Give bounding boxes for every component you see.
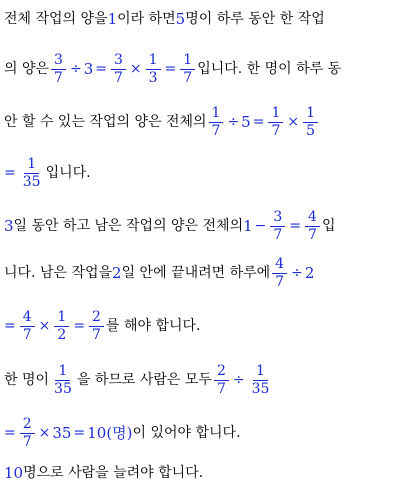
fraction bbox=[305, 210, 320, 242]
denominator: 7 bbox=[308, 226, 317, 243]
fraction bbox=[249, 364, 273, 396]
numerator: 4 bbox=[272, 257, 287, 274]
text: 명이 하루 동안 한 작업 bbox=[185, 11, 325, 27]
text: 입니다. bbox=[45, 165, 91, 181]
math-number: 1 bbox=[243, 216, 253, 235]
solution-line-2 bbox=[4, 50, 341, 88]
numerator: 2 bbox=[214, 364, 229, 381]
text: 이 있어야 합니다. bbox=[132, 425, 241, 441]
fraction bbox=[20, 417, 35, 449]
equals-operator: = bbox=[73, 318, 86, 334]
minus-operator: − bbox=[254, 218, 267, 234]
math-number: 5 bbox=[241, 112, 251, 131]
solution-line-5 bbox=[4, 207, 336, 245]
denominator: 5 bbox=[306, 122, 316, 139]
denominator: 7 bbox=[113, 69, 123, 86]
denominator: 2 bbox=[57, 326, 67, 343]
fraction bbox=[89, 310, 104, 342]
fraction bbox=[268, 106, 283, 138]
denominator: 3 bbox=[148, 69, 158, 86]
solution-line-8 bbox=[4, 361, 274, 399]
math-number: 1 bbox=[107, 9, 118, 28]
fraction bbox=[214, 364, 229, 396]
equals-operator: = bbox=[95, 61, 107, 77]
numerator: 1 bbox=[209, 106, 224, 123]
equals-operator: = bbox=[73, 425, 86, 441]
denominator: 7 bbox=[216, 380, 226, 397]
equals-operator: = bbox=[4, 318, 16, 334]
denominator: 7 bbox=[183, 69, 193, 86]
math-number: 35 bbox=[52, 423, 72, 442]
text: 안 할 수 있는 작업의 양은 전체의 bbox=[4, 114, 207, 130]
fraction bbox=[20, 310, 35, 342]
denominator: 35 bbox=[22, 173, 41, 190]
equals-operator: = bbox=[289, 218, 302, 234]
text: 입 bbox=[321, 218, 336, 234]
math-number: 10 bbox=[4, 463, 24, 482]
divide-operator: ÷ bbox=[69, 61, 82, 77]
numerator: 3 bbox=[270, 210, 285, 227]
solution-line-10 bbox=[4, 454, 203, 492]
fraction bbox=[111, 53, 126, 85]
solution-line-3 bbox=[4, 103, 320, 141]
numerator: 1 bbox=[180, 53, 195, 70]
multiply-operator: × bbox=[38, 425, 51, 441]
text: 를 해야 합니다. bbox=[105, 318, 201, 334]
numerator: 1 bbox=[268, 106, 283, 123]
multiply-operator: × bbox=[287, 114, 300, 130]
numerator: 1 bbox=[54, 310, 69, 327]
text: 을 하므로 사람은 모두 bbox=[76, 372, 212, 388]
math-number: 3 bbox=[83, 59, 94, 78]
numerator: 2 bbox=[89, 310, 104, 327]
numerator: 1 bbox=[55, 364, 70, 381]
fraction bbox=[54, 310, 69, 342]
fraction bbox=[303, 106, 318, 138]
math-number: 3 bbox=[4, 216, 14, 235]
solution-line-7 bbox=[4, 307, 200, 345]
divide-operator: ÷ bbox=[232, 372, 245, 388]
text: 이라 하면 bbox=[117, 11, 176, 27]
multiply-operator: × bbox=[129, 61, 142, 77]
text: 전체 작업의 양을 bbox=[4, 11, 108, 27]
denominator: 35 bbox=[54, 380, 72, 397]
numerator: 4 bbox=[20, 310, 35, 327]
math-number: 5 bbox=[175, 9, 186, 28]
text: 니다. 남은 작업을 bbox=[4, 265, 113, 281]
text: 입니다. 한 명이 하루 동 bbox=[197, 61, 342, 77]
text: 의 양은 bbox=[4, 61, 50, 77]
fraction bbox=[146, 53, 161, 85]
equals-operator: = bbox=[164, 61, 177, 77]
equals-operator: = bbox=[4, 425, 16, 441]
text: 일 안에 끝내려면 하루에 bbox=[121, 265, 271, 281]
denominator: 7 bbox=[271, 122, 281, 139]
fraction bbox=[209, 106, 224, 138]
fraction bbox=[272, 257, 287, 289]
equals-operator: = bbox=[4, 165, 16, 181]
multiply-operator: × bbox=[38, 318, 51, 334]
divide-operator: ÷ bbox=[227, 114, 240, 130]
solution-line-9 bbox=[4, 414, 241, 452]
math-number: 2 bbox=[304, 263, 315, 282]
math-unit: (명) bbox=[106, 423, 133, 442]
denominator: 7 bbox=[22, 433, 32, 450]
numerator: 1 bbox=[303, 106, 318, 123]
numerator: 1 bbox=[146, 53, 161, 70]
text: 명으로 사람을 늘려야 합니다. bbox=[23, 465, 204, 481]
solution-line-1 bbox=[4, 0, 325, 38]
denominator: 7 bbox=[211, 122, 221, 139]
numerator: 1 bbox=[253, 364, 268, 381]
fraction bbox=[51, 53, 66, 85]
numerator: 4 bbox=[305, 210, 320, 227]
fraction bbox=[51, 364, 75, 396]
fraction bbox=[180, 53, 195, 85]
solution-line-6 bbox=[4, 254, 314, 292]
text: 한 명이 bbox=[4, 372, 50, 388]
denominator: 7 bbox=[275, 273, 285, 290]
numerator: 2 bbox=[20, 417, 35, 434]
denominator: 35 bbox=[251, 380, 270, 397]
denominator: 7 bbox=[22, 326, 32, 343]
denominator: 7 bbox=[273, 226, 283, 243]
numerator: 3 bbox=[111, 53, 126, 70]
divide-operator: ÷ bbox=[291, 265, 303, 281]
equals-operator: = bbox=[252, 114, 265, 130]
fraction bbox=[20, 157, 44, 189]
denominator: 7 bbox=[92, 326, 101, 343]
denominator: 7 bbox=[54, 69, 63, 86]
text: 일 동안 하고 남은 작업의 양은 전체의 bbox=[13, 218, 244, 234]
solution-line-4 bbox=[4, 154, 91, 192]
numerator: 3 bbox=[51, 53, 66, 70]
numerator: 1 bbox=[24, 157, 39, 174]
math-number: 2 bbox=[112, 263, 122, 282]
math-number: 10 bbox=[87, 423, 107, 442]
fraction bbox=[270, 210, 285, 242]
